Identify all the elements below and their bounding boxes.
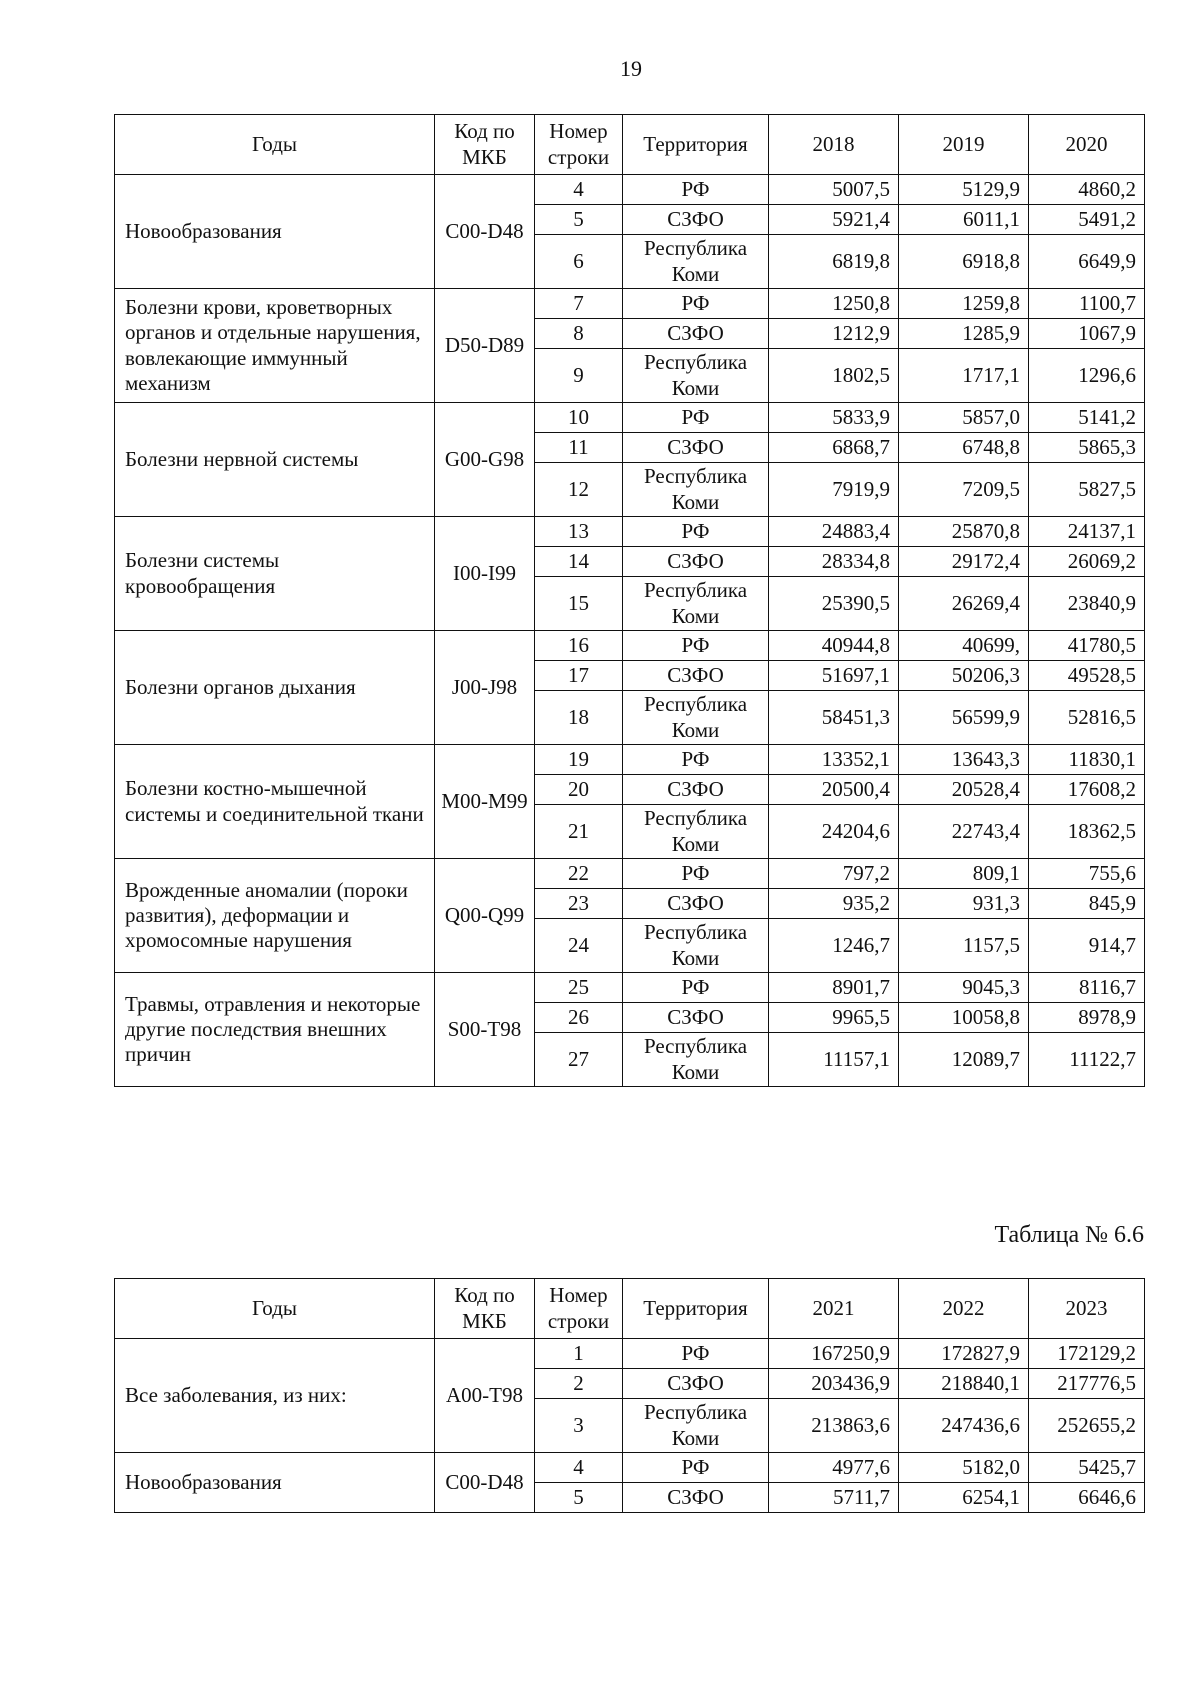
- value-year-1: 24883,4: [769, 517, 899, 547]
- row-number: 16: [535, 631, 623, 661]
- value-year-2: 6918,8: [899, 235, 1029, 289]
- territory: РФ: [623, 1339, 769, 1369]
- row-number: 1: [535, 1339, 623, 1369]
- row-number: 3: [535, 1399, 623, 1453]
- row-number: 10: [535, 403, 623, 433]
- value-year-3: 49528,5: [1029, 661, 1145, 691]
- value-year-1: 167250,9: [769, 1339, 899, 1369]
- header-year-3: 2020: [1029, 115, 1145, 175]
- value-year-2: 56599,9: [899, 691, 1029, 745]
- icd-code: D50-D89: [435, 289, 535, 403]
- territory: РФ: [623, 289, 769, 319]
- row-number: 8: [535, 319, 623, 349]
- row-number: 26: [535, 1003, 623, 1033]
- value-year-3: 914,7: [1029, 919, 1145, 973]
- territory: СЗФО: [623, 1369, 769, 1399]
- territory: СЗФО: [623, 319, 769, 349]
- table-caption: Таблица № 6.6: [994, 1222, 1144, 1248]
- value-year-2: 6748,8: [899, 433, 1029, 463]
- disease-category: Врожденные аномалии (пороки развития), деформации и хромосомные нарушения: [115, 859, 435, 973]
- value-year-2: 26269,4: [899, 577, 1029, 631]
- value-year-3: 1067,9: [1029, 319, 1145, 349]
- value-year-2: 29172,4: [899, 547, 1029, 577]
- value-year-1: 1246,7: [769, 919, 899, 973]
- header-territory: Территория: [623, 115, 769, 175]
- icd-code: A00-T98: [435, 1339, 535, 1453]
- page-number: 19: [620, 56, 642, 81]
- territory: Республика Коми: [623, 919, 769, 973]
- value-year-3: 5827,5: [1029, 463, 1145, 517]
- disease-category: Новообразования: [115, 175, 435, 289]
- row-number: 5: [535, 205, 623, 235]
- value-year-3: 8116,7: [1029, 973, 1145, 1003]
- territory: СЗФО: [623, 1483, 769, 1513]
- value-year-1: 5007,5: [769, 175, 899, 205]
- row-number: 4: [535, 175, 623, 205]
- row-number: 6: [535, 235, 623, 289]
- value-year-2: 931,3: [899, 889, 1029, 919]
- value-year-1: 28334,8: [769, 547, 899, 577]
- value-year-1: 6868,7: [769, 433, 899, 463]
- row-number: 11: [535, 433, 623, 463]
- value-year-1: 6819,8: [769, 235, 899, 289]
- value-year-2: 5857,0: [899, 403, 1029, 433]
- value-year-3: 5491,2: [1029, 205, 1145, 235]
- icd-code: I00-I99: [435, 517, 535, 631]
- value-year-3: 26069,2: [1029, 547, 1145, 577]
- value-year-3: 5425,7: [1029, 1453, 1145, 1483]
- table1-body: [115, 175, 1145, 1087]
- header-years: Годы: [115, 1279, 435, 1339]
- territory: Республика Коми: [623, 1399, 769, 1453]
- value-year-3: 41780,5: [1029, 631, 1145, 661]
- row-number: 23: [535, 889, 623, 919]
- header-year-2: 2022: [899, 1279, 1029, 1339]
- value-year-3: 1100,7: [1029, 289, 1145, 319]
- morbidity-table-2018-2020: [114, 114, 1145, 1087]
- table-row: [115, 1339, 1145, 1369]
- value-year-2: 218840,1: [899, 1369, 1029, 1399]
- value-year-1: 935,2: [769, 889, 899, 919]
- value-year-1: 8901,7: [769, 973, 899, 1003]
- value-year-1: 11157,1: [769, 1033, 899, 1087]
- row-number: 22: [535, 859, 623, 889]
- territory: СЗФО: [623, 547, 769, 577]
- value-year-2: 1157,5: [899, 919, 1029, 973]
- territory: РФ: [623, 175, 769, 205]
- value-year-1: 5711,7: [769, 1483, 899, 1513]
- value-year-1: 24204,6: [769, 805, 899, 859]
- territory: РФ: [623, 403, 769, 433]
- table2-body: [115, 1339, 1145, 1513]
- value-year-2: 25870,8: [899, 517, 1029, 547]
- territory: РФ: [623, 973, 769, 1003]
- disease-category: Болезни органов дыхания: [115, 631, 435, 745]
- icd-code: G00-G98: [435, 403, 535, 517]
- value-year-1: 58451,3: [769, 691, 899, 745]
- value-year-1: 7919,9: [769, 463, 899, 517]
- value-year-1: 1802,5: [769, 349, 899, 403]
- row-number: 4: [535, 1453, 623, 1483]
- table-row: [115, 859, 1145, 889]
- value-year-3: 1296,6: [1029, 349, 1145, 403]
- value-year-2: 50206,3: [899, 661, 1029, 691]
- value-year-2: 9045,3: [899, 973, 1029, 1003]
- disease-category: Болезни системы кровообращения: [115, 517, 435, 631]
- row-number: 24: [535, 919, 623, 973]
- territory: СЗФО: [623, 775, 769, 805]
- value-year-3: 6646,6: [1029, 1483, 1145, 1513]
- value-year-3: 845,9: [1029, 889, 1145, 919]
- territory: СЗФО: [623, 889, 769, 919]
- row-number: 9: [535, 349, 623, 403]
- territory: РФ: [623, 1453, 769, 1483]
- row-number: 12: [535, 463, 623, 517]
- icd-code: J00-J98: [435, 631, 535, 745]
- icd-code: S00-T98: [435, 973, 535, 1087]
- row-number: 17: [535, 661, 623, 691]
- value-year-3: 11122,7: [1029, 1033, 1145, 1087]
- icd-code: C00-D48: [435, 175, 535, 289]
- value-year-1: 51697,1: [769, 661, 899, 691]
- value-year-2: 1717,1: [899, 349, 1029, 403]
- icd-code: Q00-Q99: [435, 859, 535, 973]
- value-year-2: 172827,9: [899, 1339, 1029, 1369]
- value-year-2: 5129,9: [899, 175, 1029, 205]
- row-number: 2: [535, 1369, 623, 1399]
- row-number: 18: [535, 691, 623, 745]
- territory: СЗФО: [623, 205, 769, 235]
- value-year-2: 1285,9: [899, 319, 1029, 349]
- territory: РФ: [623, 631, 769, 661]
- row-number: 27: [535, 1033, 623, 1087]
- header-territory: Территория: [623, 1279, 769, 1339]
- value-year-1: 5833,9: [769, 403, 899, 433]
- row-number: 14: [535, 547, 623, 577]
- header-icd-code: Код по МКБ: [435, 1279, 535, 1339]
- value-year-3: 4860,2: [1029, 175, 1145, 205]
- value-year-1: 4977,6: [769, 1453, 899, 1483]
- disease-category: Болезни нервной системы: [115, 403, 435, 517]
- value-year-3: 252655,2: [1029, 1399, 1145, 1453]
- territory: Республика Коми: [623, 1033, 769, 1087]
- value-year-3: 5865,3: [1029, 433, 1145, 463]
- row-number: 15: [535, 577, 623, 631]
- value-year-2: 247436,6: [899, 1399, 1029, 1453]
- disease-category: Новообразования: [115, 1453, 435, 1513]
- header-row-number: Номер строки: [535, 115, 623, 175]
- value-year-1: 9965,5: [769, 1003, 899, 1033]
- header-icd-code: Код по МКБ: [435, 115, 535, 175]
- row-number: 13: [535, 517, 623, 547]
- value-year-3: 24137,1: [1029, 517, 1145, 547]
- header-row-number: Номер строки: [535, 1279, 623, 1339]
- value-year-2: 7209,5: [899, 463, 1029, 517]
- value-year-2: 10058,8: [899, 1003, 1029, 1033]
- row-number: 19: [535, 745, 623, 775]
- territory: Республика Коми: [623, 691, 769, 745]
- value-year-3: 5141,2: [1029, 403, 1145, 433]
- value-year-2: 6011,1: [899, 205, 1029, 235]
- table-row: [115, 175, 1145, 205]
- row-number: 20: [535, 775, 623, 805]
- value-year-3: 755,6: [1029, 859, 1145, 889]
- header-years: Годы: [115, 115, 435, 175]
- header-year-1: 2018: [769, 115, 899, 175]
- header-year-2: 2019: [899, 115, 1029, 175]
- table-row: [115, 403, 1145, 433]
- value-year-1: 213863,6: [769, 1399, 899, 1453]
- value-year-1: 25390,5: [769, 577, 899, 631]
- value-year-2: 22743,4: [899, 805, 1029, 859]
- value-year-2: 5182,0: [899, 1453, 1029, 1483]
- disease-category: Болезни крови, кроветворных органов и отдельные нарушения, вовлекающие иммунный механизм: [115, 289, 435, 403]
- value-year-3: 6649,9: [1029, 235, 1145, 289]
- value-year-2: 12089,7: [899, 1033, 1029, 1087]
- disease-category: Все заболевания, из них:: [115, 1339, 435, 1453]
- table-row: [115, 289, 1145, 319]
- value-year-1: 1250,8: [769, 289, 899, 319]
- value-year-3: 52816,5: [1029, 691, 1145, 745]
- territory: СЗФО: [623, 433, 769, 463]
- territory: СЗФО: [623, 661, 769, 691]
- icd-code: C00-D48: [435, 1453, 535, 1513]
- value-year-3: 23840,9: [1029, 577, 1145, 631]
- value-year-1: 1212,9: [769, 319, 899, 349]
- table-row: [115, 745, 1145, 775]
- territory: Республика Коми: [623, 463, 769, 517]
- territory: Республика Коми: [623, 577, 769, 631]
- territory: Республика Коми: [623, 805, 769, 859]
- value-year-1: 797,2: [769, 859, 899, 889]
- value-year-2: 40699,: [899, 631, 1029, 661]
- value-year-1: 40944,8: [769, 631, 899, 661]
- territory: Республика Коми: [623, 349, 769, 403]
- table-row: [115, 973, 1145, 1003]
- row-number: 21: [535, 805, 623, 859]
- territory: Республика Коми: [623, 235, 769, 289]
- value-year-3: 11830,1: [1029, 745, 1145, 775]
- row-number: 25: [535, 973, 623, 1003]
- disease-category: Травмы, отравления и некоторые другие последствия внешних причин: [115, 973, 435, 1087]
- territory: РФ: [623, 517, 769, 547]
- value-year-3: 217776,5: [1029, 1369, 1145, 1399]
- territory: РФ: [623, 859, 769, 889]
- value-year-3: 18362,5: [1029, 805, 1145, 859]
- table-row: [115, 1453, 1145, 1483]
- row-number: 5: [535, 1483, 623, 1513]
- value-year-1: 5921,4: [769, 205, 899, 235]
- table-row: [115, 517, 1145, 547]
- disease-category: Болезни костно-мышечной системы и соединительной ткани: [115, 745, 435, 859]
- header-year-1: 2021: [769, 1279, 899, 1339]
- morbidity-table-2021-2023: [114, 1278, 1145, 1513]
- table-row: [115, 631, 1145, 661]
- value-year-2: 809,1: [899, 859, 1029, 889]
- value-year-2: 13643,3: [899, 745, 1029, 775]
- territory: РФ: [623, 745, 769, 775]
- value-year-2: 6254,1: [899, 1483, 1029, 1513]
- value-year-1: 20500,4: [769, 775, 899, 805]
- value-year-3: 8978,9: [1029, 1003, 1145, 1033]
- header-year-3: 2023: [1029, 1279, 1145, 1339]
- value-year-3: 17608,2: [1029, 775, 1145, 805]
- value-year-1: 13352,1: [769, 745, 899, 775]
- value-year-2: 1259,8: [899, 289, 1029, 319]
- value-year-1: 203436,9: [769, 1369, 899, 1399]
- value-year-2: 20528,4: [899, 775, 1029, 805]
- value-year-3: 172129,2: [1029, 1339, 1145, 1369]
- territory: СЗФО: [623, 1003, 769, 1033]
- icd-code: M00-M99: [435, 745, 535, 859]
- row-number: 7: [535, 289, 623, 319]
